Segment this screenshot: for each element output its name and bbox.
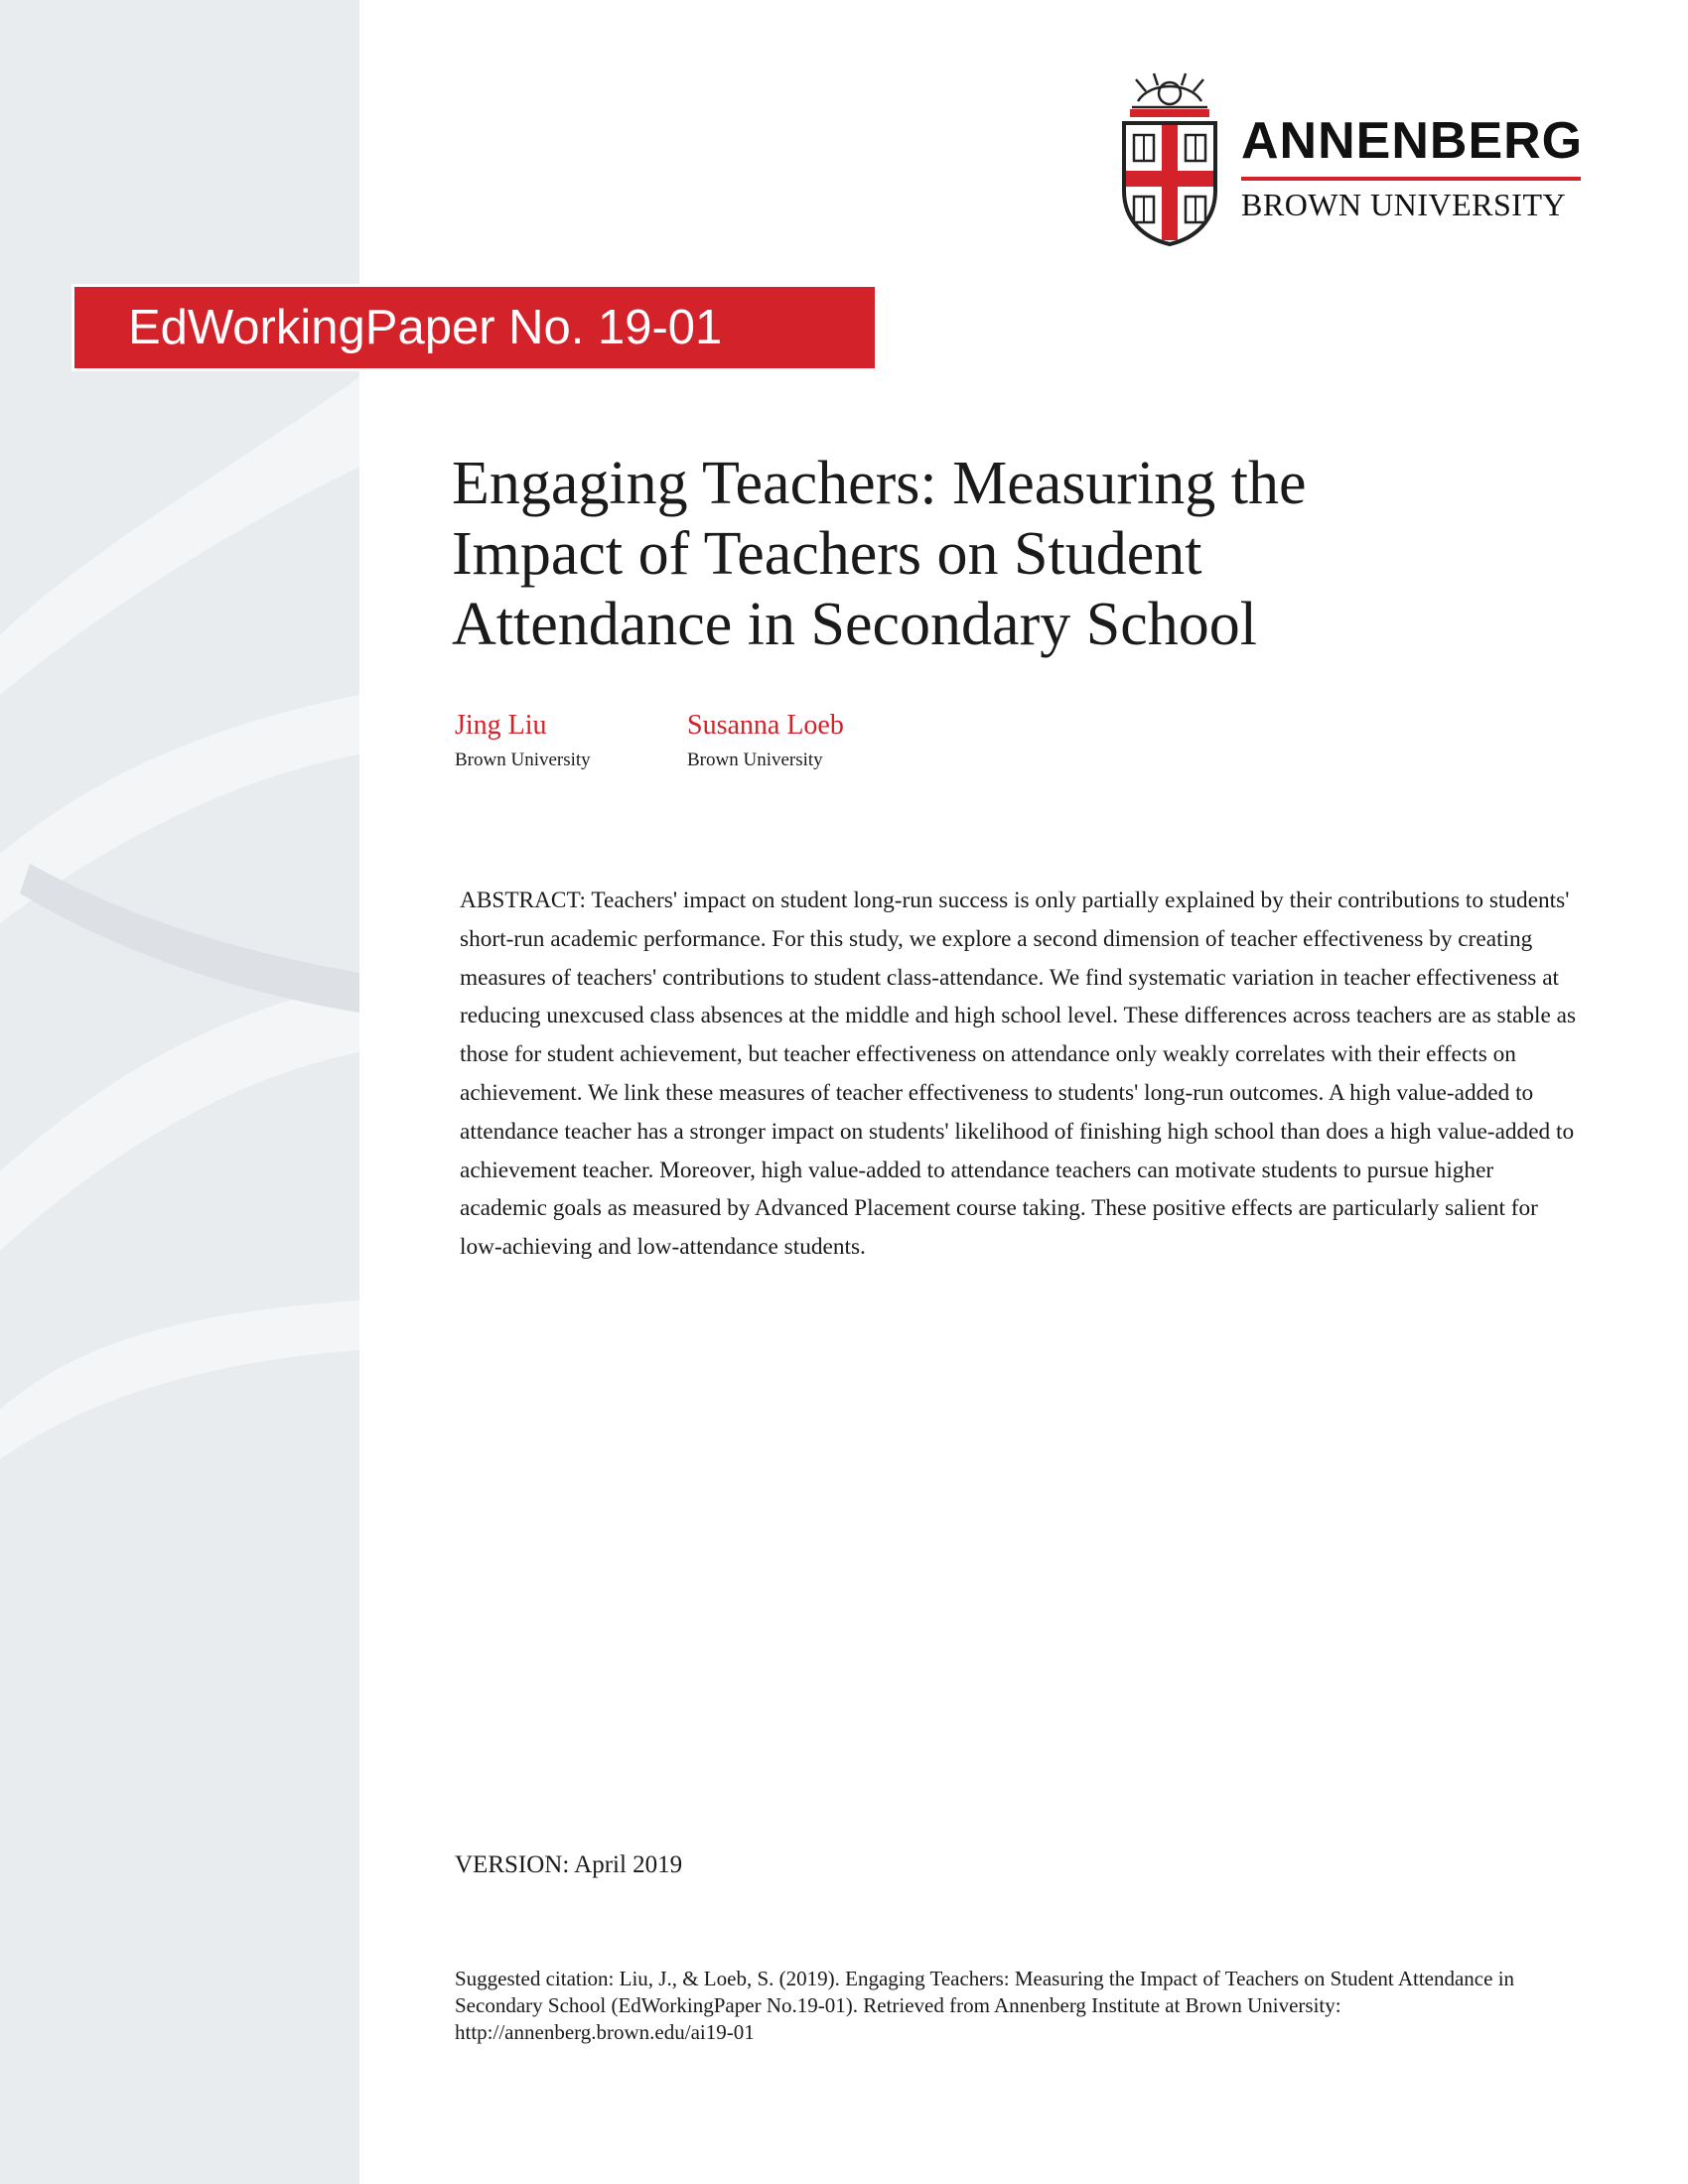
logo-subtitle: BROWN UNIVERSITY <box>1241 187 1567 222</box>
author-affiliation: Brown University <box>455 750 591 770</box>
author-affiliation: Brown University <box>687 750 823 770</box>
series-badge: EdWorkingPaper No. 19-01 <box>71 284 878 371</box>
paper-title <box>452 449 1544 660</box>
author-name: Susanna Loeb <box>687 710 844 741</box>
title-line: Engaging Teachers: Measuring the <box>452 450 1307 517</box>
title-line: Attendance in Secondary School <box>452 591 1257 658</box>
title-line: Impact of Teachers on Student <box>452 520 1202 588</box>
suggested-citation: Suggested citation: Liu, J., & Loeb, S. (2019). Engaging Teachers: Measuring the Impact of Teachers on Student Attendance in Secondary School (EdWorkingPaper No.19-01). Retrieved from Annenberg Institute at Brown University: http://annenberg.brown.edu/ai19-01 <box>455 1967 1515 2044</box>
logo-wordmark: ANNENBERG <box>1241 112 1584 170</box>
author-block <box>687 709 844 772</box>
version-line: VERSION: April 2019 <box>455 1851 683 1878</box>
brown-crest-icon <box>1116 71 1223 246</box>
author-name: Jing Liu <box>455 710 547 741</box>
annenberg-logo <box>1116 71 1583 250</box>
author-block <box>455 709 591 772</box>
abstract: ABSTRACT: Teachers' impact on student long-run success is only partially explained by their contributions to students' short-run academic performance. For this study, we explore a second dimension of teacher effectiveness by creating measures of teachers' contributions to student class-attendance. We find systematic variation in teacher effectiveness at reducing unexcused class absences at the middle and high school level. These differences across teachers are as stable as those for student achievement, but teacher effectiveness on attendance only weakly correlates with their effects on achievement. We link these measures of teacher effectiveness to students' long-run outcomes. A high value-added to attendance teacher has a stronger impact on students' likelihood of finishing high school than does a high value-added to achievement teacher. Moreover, high value-added to attendance teachers can motivate students to pursue higher academic goals as measured by Advanced Placement course taking. These positive effects are particularly salient for low-achieving and low-attendance students. <box>460 887 1577 1261</box>
logo-red-rule <box>1241 177 1581 181</box>
